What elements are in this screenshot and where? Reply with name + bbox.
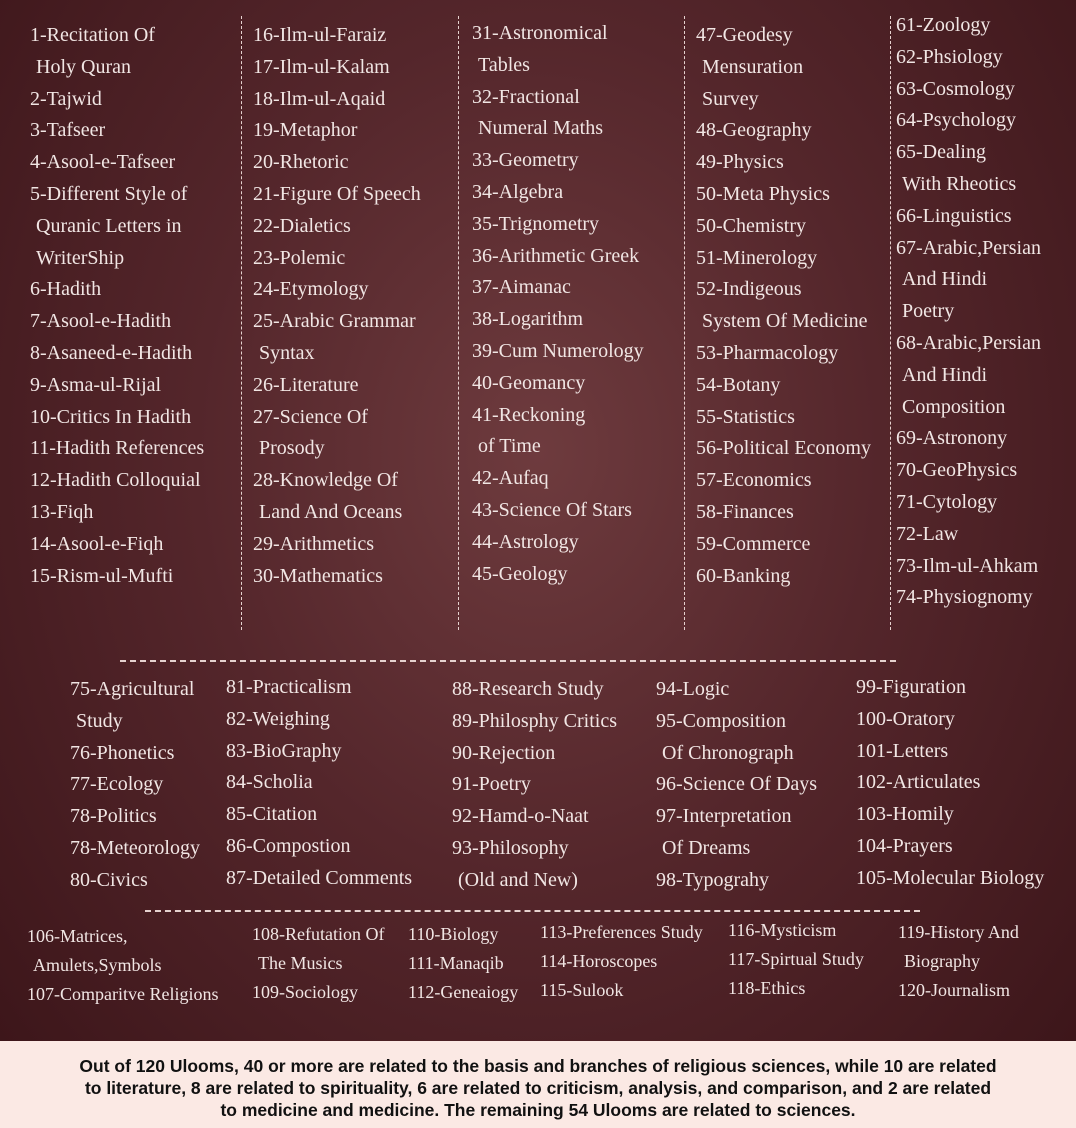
block2-column-3 xyxy=(452,674,617,897)
ulooms-list-item: 89-Philosphy Critics xyxy=(452,709,618,732)
ulooms-list-item: 65-Dealing xyxy=(896,141,986,164)
ulooms-list-item: 101-Letters xyxy=(856,739,949,762)
ulooms-list-item: 6-Hadith xyxy=(30,278,102,301)
ulooms-list-item: of Time xyxy=(478,435,541,458)
ulooms-list-item: 35-Trignometry xyxy=(472,212,600,235)
ulooms-list-item: 41-Reckoning xyxy=(472,403,586,426)
ulooms-list-item: 38-Logarithm xyxy=(472,308,584,331)
ulooms-list-item: Composition xyxy=(902,395,1006,418)
ulooms-list-item: 77-Ecology xyxy=(70,773,164,796)
ulooms-list-item: 81-Practicalism xyxy=(226,676,352,698)
ulooms-list-item: Numeral Maths xyxy=(478,117,603,140)
ulooms-list-item: 78-Meteorology xyxy=(70,836,200,859)
ulooms-list-item: 96-Science Of Days xyxy=(656,773,818,796)
ulooms-list-item: 112-Geneaiogy xyxy=(408,982,519,1002)
ulooms-list-item: The Musics xyxy=(258,953,343,973)
ulooms-list-item: 42-Aufaq xyxy=(472,467,549,490)
ulooms-list-item: 97-Interpretation xyxy=(656,805,792,828)
ulooms-list-item: 16-Ilm-ul-Faraiz xyxy=(253,24,387,46)
summary-line-2: to literature, 8 are related to spirituality, 6 are related to criticism, analysis, and comparison, and 2 are related xyxy=(84,1078,992,1098)
ulooms-list-item: And Hindi xyxy=(902,363,987,386)
ulooms-list-item: 109-Sociology xyxy=(252,982,358,1002)
ulooms-list-item: 103-Homily xyxy=(856,803,954,826)
ulooms-list-item: 91-Poetry xyxy=(452,773,531,796)
ulooms-list-item: 5-Different Style of xyxy=(30,182,188,205)
ulooms-list-item: 58-Finances xyxy=(696,500,794,523)
ulooms-list-item: 32-Fractional xyxy=(472,85,580,108)
ulooms-list-item: 90-Rejection xyxy=(452,741,556,764)
ulooms-list-item: 27-Science Of xyxy=(253,405,368,428)
ulooms-list-item: 100-Oratory xyxy=(856,707,955,730)
ulooms-list-item: 60-Banking xyxy=(696,564,791,587)
ulooms-list-item: 12-Hadith Colloquial xyxy=(30,469,201,492)
ulooms-list-item: 13-Fiqh xyxy=(30,500,94,523)
ulooms-list-item: 57-Economics xyxy=(696,469,812,492)
ulooms-list-item: 84-Scholia xyxy=(226,771,313,794)
ulooms-list-item: 36-Arithmetic Greek xyxy=(472,244,640,267)
ulooms-list-item: 69-Astronony xyxy=(896,427,1008,450)
ulooms-list-item: 31-Astronomical xyxy=(472,22,608,44)
block3-column-4 xyxy=(540,918,703,1005)
ulooms-list-item: 14-Asool-e-Fiqh xyxy=(30,532,164,555)
ulooms-list-item: 11-Hadith References xyxy=(30,437,205,460)
ulooms-list-item: With Rheotics xyxy=(902,172,1017,195)
ulooms-list-item: 45-Geology xyxy=(472,562,568,585)
ulooms-list-item: 114-Horoscopes xyxy=(540,951,658,971)
ulooms-list-item: 110-Biology xyxy=(408,924,499,944)
ulooms-list-item: 43-Science Of Stars xyxy=(472,498,632,521)
ulooms-list-item: 56-Political Economy xyxy=(696,437,871,460)
ulooms-list-item: Prosody xyxy=(259,437,325,460)
ulooms-list-item: Quranic Letters in xyxy=(36,214,182,237)
ulooms-list-item: 30-Mathematics xyxy=(253,564,383,587)
ulooms-list-item: 99-Figuration xyxy=(856,676,966,698)
ulooms-list-item: 4-Asool-e-Tafseer xyxy=(30,151,176,174)
ulooms-list-item: 83-BioGraphy xyxy=(226,739,342,762)
ulooms-list-item: 82-Weighing xyxy=(226,707,330,730)
ulooms-list-item: 75-Agricultural xyxy=(70,678,195,700)
ulooms-list-item: 76-Phonetics xyxy=(70,741,175,764)
block2-column-4 xyxy=(656,674,817,897)
ulooms-list-item: 92-Hamd-o-Naat xyxy=(452,805,589,828)
ulooms-list-item: 73-Ilm-ul-Ahkam xyxy=(896,554,1039,577)
ulooms-list-item: 54-Botany xyxy=(696,373,781,396)
ulooms-list-item: 68-Arabic,Persian xyxy=(896,331,1041,354)
ulooms-list-item: 102-Articulates xyxy=(856,771,981,794)
ulooms-list-item: 3-Tafseer xyxy=(30,119,106,142)
ulooms-list-item: 120-Journalism xyxy=(898,980,1010,1000)
ulooms-list-item: 115-Sulook xyxy=(540,980,624,1000)
ulooms-list-item: 1-Recitation Of xyxy=(30,24,155,46)
ulooms-list-item: 74-Physiognomy xyxy=(896,586,1033,609)
block3-column-3 xyxy=(408,920,518,1007)
ulooms-list-item: 87-Detailed Comments xyxy=(226,866,413,889)
ulooms-list-item: 55-Statistics xyxy=(696,405,795,428)
ulooms-list-item: Amulets,Symbols xyxy=(33,955,162,975)
ulooms-list-item: 24-Etymology xyxy=(253,278,369,301)
ulooms-list-item: 105-Molecular Biology xyxy=(856,866,1045,889)
ulooms-list-item: Study xyxy=(76,709,123,732)
earth-sciences-column xyxy=(696,20,871,592)
ulooms-list-item: 108-Refutation Of xyxy=(252,924,385,944)
ulooms-list-item: 61-Zoology xyxy=(896,14,991,36)
ulooms-list-item: 29-Arithmetics xyxy=(253,532,375,555)
ulooms-list-item: Land And Oceans xyxy=(259,500,403,523)
ulooms-list-item: 98-Typograhy xyxy=(656,868,770,891)
ulooms-list-item: 70-GeoPhysics xyxy=(896,459,1018,482)
ulooms-list-item: 39-Cum Numerology xyxy=(472,339,644,362)
ulooms-list-item: 66-Linguistics xyxy=(896,204,1012,227)
ulooms-list-item: Mensuration xyxy=(702,55,804,78)
ulooms-list-item: 86-Compostion xyxy=(226,834,351,857)
ulooms-list-item: Survey xyxy=(702,87,759,110)
column-divider xyxy=(890,16,891,630)
ulooms-list-item: 113-Preferences Study xyxy=(540,922,703,942)
ulooms-list-item: 22-Dialetics xyxy=(253,214,351,237)
ulooms-list-item: 85-Citation xyxy=(226,803,318,826)
ulooms-list-item: 119-History And xyxy=(898,922,1019,942)
block2-column-2 xyxy=(226,672,412,895)
ulooms-list-item: 19-Metaphor xyxy=(253,119,358,142)
ulooms-list-item: 64-Psychology xyxy=(896,109,1016,132)
block3-column-6 xyxy=(898,918,1019,1005)
religious-sciences-column xyxy=(30,20,204,592)
block2-column-1 xyxy=(70,674,200,897)
ulooms-list-item: 78-Politics xyxy=(70,805,157,828)
ulooms-list-item: And Hindi xyxy=(902,268,987,291)
ulooms-list-item: System Of Medicine xyxy=(702,310,868,333)
literature-column xyxy=(253,20,421,592)
ulooms-list-item: 50-Chemistry xyxy=(696,214,806,237)
column-divider xyxy=(458,16,459,630)
block3-column-2 xyxy=(252,920,384,1007)
ulooms-list-item: Poetry xyxy=(902,300,955,323)
block3-column-1 xyxy=(27,922,218,1009)
ulooms-list-item: 62-Phsiology xyxy=(896,45,1003,68)
ulooms-list-item: 25-Arabic Grammar xyxy=(253,310,416,333)
ulooms-list-item: 51-Minerology xyxy=(696,246,818,269)
ulooms-list-item: Holy Quran xyxy=(36,55,131,78)
ulooms-list-item: 44-Astrology xyxy=(472,530,579,553)
ulooms-list-item: 95-Composition xyxy=(656,709,787,732)
ulooms-list-item: 26-Literature xyxy=(253,373,359,396)
ulooms-list-item: Of Chronograph xyxy=(662,741,794,764)
ulooms-list-item: 17-Ilm-ul-Kalam xyxy=(253,55,390,78)
ulooms-list-item: 21-Figure Of Speech xyxy=(253,182,421,205)
ulooms-list-item: 37-Aimanac xyxy=(472,276,571,299)
ulooms-list-item: 7-Asool-e-Hadith xyxy=(30,310,172,333)
summary-footer xyxy=(0,1041,1076,1128)
ulooms-list-item: 2-Tajwid xyxy=(30,87,102,110)
ulooms-list-item: 106-Matrices, xyxy=(27,926,128,946)
column-divider xyxy=(684,16,685,630)
ulooms-list-item: 15-Rism-ul-Mufti xyxy=(30,564,174,587)
ulooms-list-item: 67-Arabic,Persian xyxy=(896,236,1041,259)
ulooms-list-item: WriterShip xyxy=(36,246,125,269)
ulooms-list-item: 111-Manaqib xyxy=(408,953,504,973)
summary-line-3: to medicine and medicine. The remaining 54 Ulooms are related to sciences. xyxy=(220,1100,856,1120)
ulooms-list-item: 71-Cytology xyxy=(896,490,998,513)
ulooms-list-item: 18-Ilm-ul-Aqaid xyxy=(253,87,386,110)
ulooms-list-item: 8-Asaneed-e-Hadith xyxy=(30,341,193,364)
block3-column-5 xyxy=(728,916,864,1003)
ulooms-list-item: 33-Geometry xyxy=(472,149,579,172)
ulooms-list-item: 10-Critics In Hadith xyxy=(30,405,192,428)
ulooms-list-item: 63-Cosmology xyxy=(896,77,1015,100)
ulooms-list-item: 94-Logic xyxy=(656,678,730,700)
ulooms-list-item: 9-Asma-ul-Rijal xyxy=(30,373,162,396)
ulooms-list-item: 118-Ethics xyxy=(728,978,806,998)
ulooms-list-item: 117-Spirtual Study xyxy=(728,949,864,969)
ulooms-list-item: 72-Law xyxy=(896,522,959,545)
ulooms-list-item: (Old and New) xyxy=(458,868,578,891)
ulooms-list-item: 34-Algebra xyxy=(472,180,564,203)
ulooms-list-item: 93-Philosophy xyxy=(452,836,569,859)
section-divider xyxy=(145,910,920,912)
ulooms-list-item: 104-Prayers xyxy=(856,834,953,857)
ulooms-list-item: 52-Indigeous xyxy=(696,278,802,301)
ulooms-list-item: 88-Research Study xyxy=(452,678,604,700)
ulooms-list-item: 47-Geodesy xyxy=(696,24,793,46)
ulooms-list-item: 23-Polemic xyxy=(253,246,346,269)
life-sciences-column xyxy=(896,10,1041,614)
ulooms-list-item: Of Dreams xyxy=(662,836,751,859)
ulooms-list-item: 116-Mysticism xyxy=(728,920,837,940)
mathematics-column xyxy=(472,18,644,590)
column-divider xyxy=(241,16,242,630)
section-divider xyxy=(120,660,896,662)
ulooms-list-item: 50-Meta Physics xyxy=(696,182,830,205)
ulooms-list-item: 53-Pharmacology xyxy=(696,341,839,364)
ulooms-list-item: 28-Knowledge Of xyxy=(253,469,398,492)
ulooms-list-item: Syntax xyxy=(259,341,315,364)
ulooms-list-item: 59-Commerce xyxy=(696,532,811,555)
ulooms-list-item: 40-Geomancy xyxy=(472,371,586,394)
ulooms-list-item: 20-Rhetoric xyxy=(253,151,349,174)
ulooms-list-item: Tables xyxy=(478,53,530,76)
block2-column-5 xyxy=(856,672,1044,895)
ulooms-list-item: 48-Geography xyxy=(696,119,812,142)
summary-line-1: Out of 120 Ulooms, 40 or more are related to the basis and branches of religious sciences, while 10 are related xyxy=(79,1056,997,1076)
ulooms-list-item: 107-Comparitve Religions xyxy=(27,984,219,1004)
ulooms-list-item: 80-Civics xyxy=(70,868,148,891)
ulooms-list-item: Biography xyxy=(904,951,980,971)
ulooms-list-item: 49-Physics xyxy=(696,151,784,174)
